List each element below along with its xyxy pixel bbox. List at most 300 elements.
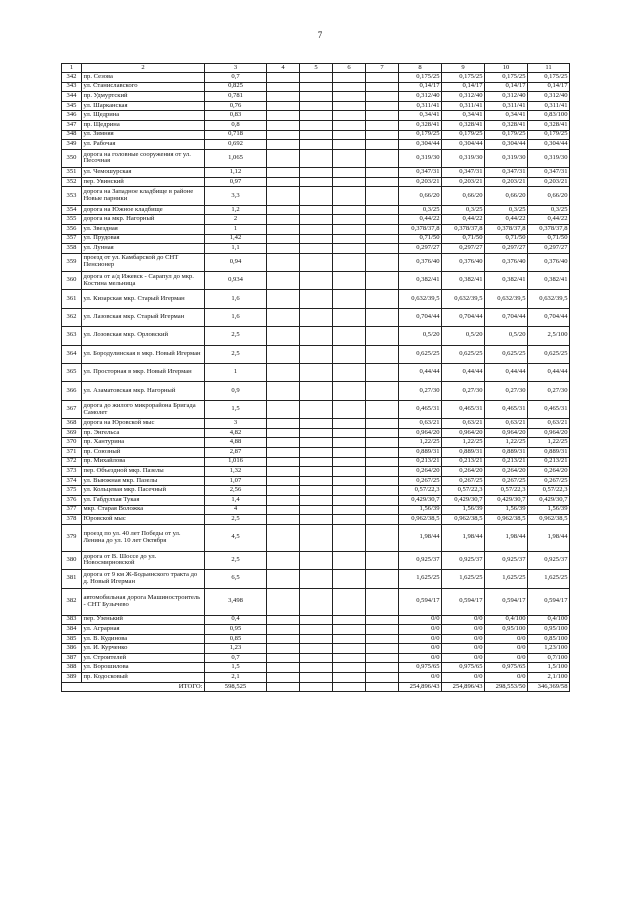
value-col-9: 0,63/21 <box>442 419 485 429</box>
value-col-8: 0/0 <box>399 673 442 683</box>
empty-cell <box>366 551 399 569</box>
row-number: 366 <box>62 382 82 400</box>
table-row <box>62 673 570 683</box>
empty-cell <box>333 400 366 418</box>
value-col-10: 0/0 <box>485 634 528 644</box>
value-col-11: 0,297/27 <box>528 244 570 254</box>
value-col-8: 0,625/25 <box>399 345 442 363</box>
empty-cell <box>267 486 300 496</box>
empty-cell <box>267 308 300 326</box>
empty-cell <box>267 551 300 569</box>
road-name: ул. Зимняя <box>82 130 205 140</box>
road-length: 1,4 <box>205 495 267 505</box>
row-number: 355 <box>62 215 82 225</box>
empty-cell <box>333 290 366 308</box>
value-col-8: 0,14/17 <box>399 82 442 92</box>
empty-cell <box>267 382 300 400</box>
value-col-8: 0,44/22 <box>399 215 442 225</box>
empty-cell <box>333 515 366 525</box>
table-row <box>62 101 570 111</box>
value-col-10: 0,328/41 <box>485 120 528 130</box>
empty-cell <box>267 495 300 505</box>
value-col-10: 0,632/39,5 <box>485 290 528 308</box>
empty-cell <box>267 653 300 663</box>
road-length: 0,934 <box>205 272 267 290</box>
empty-cell <box>300 682 333 692</box>
value-col-10: 1,98/44 <box>485 524 528 551</box>
value-col-8: 0,63/21 <box>399 419 442 429</box>
row-number: 363 <box>62 327 82 345</box>
empty-cell <box>366 168 399 178</box>
total-length: 598,525 <box>205 682 267 692</box>
value-col-9: 0/0 <box>442 673 485 683</box>
empty-cell <box>366 467 399 477</box>
row-number: 357 <box>62 234 82 244</box>
value-col-10: 0,311/41 <box>485 101 528 111</box>
row-number: 356 <box>62 224 82 234</box>
value-col-8: 0,66/20 <box>399 187 442 205</box>
empty-cell <box>366 615 399 625</box>
empty-cell <box>300 272 333 290</box>
value-col-8: 0/0 <box>399 653 442 663</box>
value-col-9: 0,378/37,8 <box>442 224 485 234</box>
empty-cell <box>267 224 300 234</box>
value-col-11: 0,85/100 <box>528 634 570 644</box>
value-col-8: 0,382/41 <box>399 272 442 290</box>
empty-cell <box>267 345 300 363</box>
value-col-11: 0,347/31 <box>528 168 570 178</box>
road-name: пр. Хантурина <box>82 438 205 448</box>
road-name: ул. Выюжная мкр. Пазелы <box>82 476 205 486</box>
total-col-10: 298,553/50 <box>485 682 528 692</box>
road-name: ул. Лазовская мкр. Старый Игерман <box>82 308 205 326</box>
table-row <box>62 327 570 345</box>
empty-cell <box>366 476 399 486</box>
value-col-10: 0,304/44 <box>485 140 528 150</box>
empty-cell <box>333 476 366 486</box>
col-header: 10 <box>485 64 528 73</box>
road-length: 0,97 <box>205 177 267 187</box>
road-length: 2,1 <box>205 673 267 683</box>
value-col-8: 0,27/30 <box>399 382 442 400</box>
value-col-9: 0,14/17 <box>442 82 485 92</box>
empty-cell <box>300 551 333 569</box>
value-col-8: 0/0 <box>399 615 442 625</box>
table-row <box>62 82 570 92</box>
value-col-8: 0,429/30,7 <box>399 495 442 505</box>
empty-cell <box>267 615 300 625</box>
value-col-10: 1,22/25 <box>485 438 528 448</box>
empty-cell <box>333 615 366 625</box>
empty-cell <box>267 253 300 271</box>
value-col-8: 0,267/25 <box>399 476 442 486</box>
road-name: пр. Щедрина <box>82 120 205 130</box>
row-number: 371 <box>62 447 82 457</box>
value-col-8: 0,213/21 <box>399 457 442 467</box>
empty-cell <box>366 177 399 187</box>
row-number: 361 <box>62 290 82 308</box>
empty-cell <box>267 364 300 382</box>
value-col-11: 0,4/100 <box>528 615 570 625</box>
empty-cell <box>366 224 399 234</box>
value-col-8: 0,378/37,8 <box>399 224 442 234</box>
value-col-11: 0,71/50 <box>528 234 570 244</box>
table-row <box>62 457 570 467</box>
road-name: дорога от а/д Ижевск - Сарапул до мкр. Костина мельница <box>82 272 205 290</box>
row-number: 387 <box>62 653 82 663</box>
table-row <box>62 663 570 673</box>
value-col-11: 0,44/44 <box>528 364 570 382</box>
value-col-8: 0,376/40 <box>399 253 442 271</box>
value-col-8: 0,264/20 <box>399 467 442 477</box>
empty-cell <box>333 524 366 551</box>
row-number: 368 <box>62 419 82 429</box>
table-row <box>62 505 570 515</box>
value-col-8: 0/0 <box>399 634 442 644</box>
table-row <box>62 653 570 663</box>
empty-cell <box>366 457 399 467</box>
value-col-8: 0,975/65 <box>399 663 442 673</box>
empty-cell <box>300 505 333 515</box>
table-row <box>62 634 570 644</box>
value-col-9: 0,964/20 <box>442 428 485 438</box>
empty-cell <box>333 644 366 654</box>
empty-cell <box>333 663 366 673</box>
empty-cell <box>366 149 399 167</box>
value-col-11: 1,625/25 <box>528 570 570 588</box>
empty-cell <box>366 244 399 254</box>
value-col-9: 0,925/37 <box>442 551 485 569</box>
road-length: 0,83 <box>205 111 267 121</box>
empty-cell <box>366 234 399 244</box>
value-col-9: 0,429/30,7 <box>442 495 485 505</box>
road-length: 0,94 <box>205 253 267 271</box>
empty-cell <box>333 308 366 326</box>
value-col-11: 0,175/25 <box>528 73 570 83</box>
value-col-10: 0,4/100 <box>485 615 528 625</box>
road-length: 6,5 <box>205 570 267 588</box>
value-col-11: 1,98/44 <box>528 524 570 551</box>
value-col-8: 0,297/27 <box>399 244 442 254</box>
value-col-10: 0,925/37 <box>485 551 528 569</box>
empty-cell <box>366 327 399 345</box>
value-col-9: 0,34/41 <box>442 111 485 121</box>
value-col-11: 0,465/31 <box>528 400 570 418</box>
row-number: 382 <box>62 588 82 615</box>
value-col-11: 0,203/21 <box>528 177 570 187</box>
empty-cell <box>300 187 333 205</box>
table-row <box>62 215 570 225</box>
value-col-10: 0,27/30 <box>485 382 528 400</box>
value-col-10: 0,3/25 <box>485 205 528 215</box>
empty-cell <box>366 253 399 271</box>
value-col-8: 0/0 <box>399 625 442 635</box>
value-col-11: 0,319/30 <box>528 149 570 167</box>
total-col-11: 346,369/58 <box>528 682 570 692</box>
road-name: пер. Объездной мкр. Пазелы <box>82 467 205 477</box>
value-col-9: 0,704/44 <box>442 308 485 326</box>
value-col-9: 0,3/25 <box>442 205 485 215</box>
empty-cell <box>366 570 399 588</box>
empty-cell <box>333 505 366 515</box>
road-name: дорога до жилого микрорайона Бригада Самолет <box>82 400 205 418</box>
road-name: ул. Щедрина <box>82 111 205 121</box>
table-row <box>62 308 570 326</box>
empty-cell <box>333 140 366 150</box>
empty-cell <box>267 505 300 515</box>
row-number: 384 <box>62 625 82 635</box>
empty-cell <box>366 428 399 438</box>
value-col-11: 2,1/100 <box>528 673 570 683</box>
road-name: ул. Кольцевая мкр. Пасечный <box>82 486 205 496</box>
row-number: 378 <box>62 515 82 525</box>
row-number: 342 <box>62 73 82 83</box>
empty-cell <box>267 625 300 635</box>
empty-cell <box>267 570 300 588</box>
value-col-11: 0,625/25 <box>528 345 570 363</box>
value-col-10: 0,95/100 <box>485 625 528 635</box>
value-col-8: 0,179/25 <box>399 130 442 140</box>
total-row <box>62 682 570 692</box>
empty-cell <box>267 149 300 167</box>
value-col-9: 0,264/20 <box>442 467 485 477</box>
value-col-10: 0,964/20 <box>485 428 528 438</box>
empty-cell <box>366 644 399 654</box>
empty-cell <box>366 495 399 505</box>
value-col-10: 0,44/44 <box>485 364 528 382</box>
value-col-10: 0,71/50 <box>485 234 528 244</box>
empty-cell <box>300 327 333 345</box>
empty-cell <box>333 149 366 167</box>
value-col-11: 0,382/41 <box>528 272 570 290</box>
road-length: 0,7 <box>205 653 267 663</box>
row-number: 383 <box>62 615 82 625</box>
empty-cell <box>300 149 333 167</box>
table-row <box>62 438 570 448</box>
road-name: дорога на головные сооружения от ул. Песочная <box>82 149 205 167</box>
value-col-11: 0,264/20 <box>528 467 570 477</box>
empty-cell <box>300 467 333 477</box>
empty-cell <box>300 364 333 382</box>
value-col-9: 0,57/22,3 <box>442 486 485 496</box>
row-number: 373 <box>62 467 82 477</box>
empty-cell <box>300 673 333 683</box>
empty-cell <box>267 400 300 418</box>
col-header: 5 <box>300 64 333 73</box>
empty-cell <box>333 253 366 271</box>
value-col-11: 0,962/38,5 <box>528 515 570 525</box>
row-number: 349 <box>62 140 82 150</box>
empty-cell <box>300 625 333 635</box>
empty-cell <box>366 215 399 225</box>
value-col-9: 1,56/39 <box>442 505 485 515</box>
value-col-11: 0,378/37,8 <box>528 224 570 234</box>
value-col-11: 0,95/100 <box>528 625 570 635</box>
value-col-8: 0/0 <box>399 644 442 654</box>
empty-cell <box>267 588 300 615</box>
row-number: 372 <box>62 457 82 467</box>
value-col-10: 0,66/20 <box>485 187 528 205</box>
road-name: пер. Узенький <box>82 615 205 625</box>
road-length: 2,5 <box>205 345 267 363</box>
value-col-11: 0,312/40 <box>528 92 570 102</box>
empty-cell <box>267 327 300 345</box>
empty-cell <box>300 215 333 225</box>
empty-cell <box>333 215 366 225</box>
value-col-9: 0,975/65 <box>442 663 485 673</box>
road-length: 1,23 <box>205 644 267 654</box>
road-name: пр. Союзный <box>82 447 205 457</box>
value-col-10: 0,429/30,7 <box>485 495 528 505</box>
table-row <box>62 467 570 477</box>
empty-cell <box>366 634 399 644</box>
value-col-10: 0/0 <box>485 653 528 663</box>
empty-cell <box>366 419 399 429</box>
empty-cell <box>267 244 300 254</box>
table-row <box>62 272 570 290</box>
table-row <box>62 120 570 130</box>
road-name: ул. Ворошилова <box>82 663 205 673</box>
total-col-8: 254,896/43 <box>399 682 442 692</box>
empty-cell <box>300 476 333 486</box>
empty-cell <box>366 92 399 102</box>
road-name: ул. Кизарская мкр. Старый Игерман <box>82 290 205 308</box>
road-length: 1,5 <box>205 400 267 418</box>
value-col-8: 0,964/20 <box>399 428 442 438</box>
value-col-9: 0,44/22 <box>442 215 485 225</box>
road-length: 4,82 <box>205 428 267 438</box>
empty-cell <box>366 130 399 140</box>
empty-cell <box>300 438 333 448</box>
road-length: 0,4 <box>205 615 267 625</box>
empty-cell <box>366 524 399 551</box>
road-name: пр. Удмуртский <box>82 92 205 102</box>
value-col-10: 0,378/37,8 <box>485 224 528 234</box>
value-col-10: 0,297/27 <box>485 244 528 254</box>
road-name: дорога на Южное кладбище <box>82 205 205 215</box>
value-col-8: 0,704/44 <box>399 308 442 326</box>
value-col-8: 0,44/44 <box>399 364 442 382</box>
table-row <box>62 615 570 625</box>
empty-cell <box>333 673 366 683</box>
value-col-11: 1,56/39 <box>528 505 570 515</box>
table-row <box>62 345 570 363</box>
value-col-9: 1,625/25 <box>442 570 485 588</box>
value-col-8: 0,3/25 <box>399 205 442 215</box>
empty-cell <box>300 419 333 429</box>
value-col-11: 0,964/20 <box>528 428 570 438</box>
empty-cell <box>333 130 366 140</box>
roads-table <box>61 63 570 692</box>
empty-cell <box>300 168 333 178</box>
value-col-10: 0,5/20 <box>485 327 528 345</box>
empty-cell <box>366 653 399 663</box>
row-number: 345 <box>62 101 82 111</box>
value-col-8: 0,57/22,3 <box>399 486 442 496</box>
row-number: 353 <box>62 187 82 205</box>
value-col-10: 0,312/40 <box>485 92 528 102</box>
value-col-10: 0,975/65 <box>485 663 528 673</box>
empty-cell <box>366 673 399 683</box>
value-col-11: 0,14/17 <box>528 82 570 92</box>
value-col-11: 0,66/20 <box>528 187 570 205</box>
road-length: 1,12 <box>205 168 267 178</box>
value-col-9: 0,962/38,5 <box>442 515 485 525</box>
empty-cell <box>333 634 366 644</box>
value-col-8: 1,625/25 <box>399 570 442 588</box>
value-col-8: 0,304/44 <box>399 140 442 150</box>
value-col-11: 0,376/40 <box>528 253 570 271</box>
value-col-8: 0,328/41 <box>399 120 442 130</box>
empty-cell <box>267 177 300 187</box>
road-name: дорога от В. Шоссе до ул. Новосмирновской <box>82 551 205 569</box>
empty-cell <box>300 253 333 271</box>
empty-cell <box>267 476 300 486</box>
empty-cell <box>366 447 399 457</box>
road-length: 0,76 <box>205 101 267 111</box>
value-col-10: 0,319/30 <box>485 149 528 167</box>
empty-cell <box>333 101 366 111</box>
table-row <box>62 253 570 271</box>
empty-cell <box>366 682 399 692</box>
road-length: 1,6 <box>205 290 267 308</box>
empty-cell <box>300 308 333 326</box>
col-header: 9 <box>442 64 485 73</box>
row-number: 380 <box>62 551 82 569</box>
road-name: пр. Сезова <box>82 73 205 83</box>
value-col-10: 0,34/41 <box>485 111 528 121</box>
value-col-8: 1,56/39 <box>399 505 442 515</box>
empty-cell <box>300 663 333 673</box>
road-length: 2 <box>205 215 267 225</box>
empty-cell <box>366 588 399 615</box>
table-row <box>62 187 570 205</box>
value-col-8: 0,5/20 <box>399 327 442 345</box>
empty-cell <box>333 168 366 178</box>
table-row <box>62 130 570 140</box>
empty-cell <box>333 92 366 102</box>
row-number: 386 <box>62 644 82 654</box>
empty-cell <box>267 82 300 92</box>
road-name: автомобильная дорога Машиностроитель - СНТ Бузычево <box>82 588 205 615</box>
row-number: 389 <box>62 673 82 683</box>
empty-cell <box>300 177 333 187</box>
road-length: 0,95 <box>205 625 267 635</box>
row-number: 365 <box>62 364 82 382</box>
empty-cell <box>333 327 366 345</box>
empty-cell <box>300 524 333 551</box>
table-row <box>62 140 570 150</box>
empty-cell <box>267 673 300 683</box>
value-col-10: 0,267/25 <box>485 476 528 486</box>
row-number: 376 <box>62 495 82 505</box>
value-col-9: 0,347/31 <box>442 168 485 178</box>
value-col-8: 0,175/25 <box>399 73 442 83</box>
empty-cell <box>300 345 333 363</box>
road-length: 1,42 <box>205 234 267 244</box>
empty-cell <box>366 515 399 525</box>
table-row <box>62 205 570 215</box>
value-col-10: 0,625/25 <box>485 345 528 363</box>
value-col-9: 0,632/39,5 <box>442 290 485 308</box>
empty-cell <box>267 290 300 308</box>
row-number: 348 <box>62 130 82 140</box>
empty-cell <box>366 438 399 448</box>
empty-cell <box>333 345 366 363</box>
row-number: 359 <box>62 253 82 271</box>
empty-cell <box>366 290 399 308</box>
empty-cell <box>366 187 399 205</box>
